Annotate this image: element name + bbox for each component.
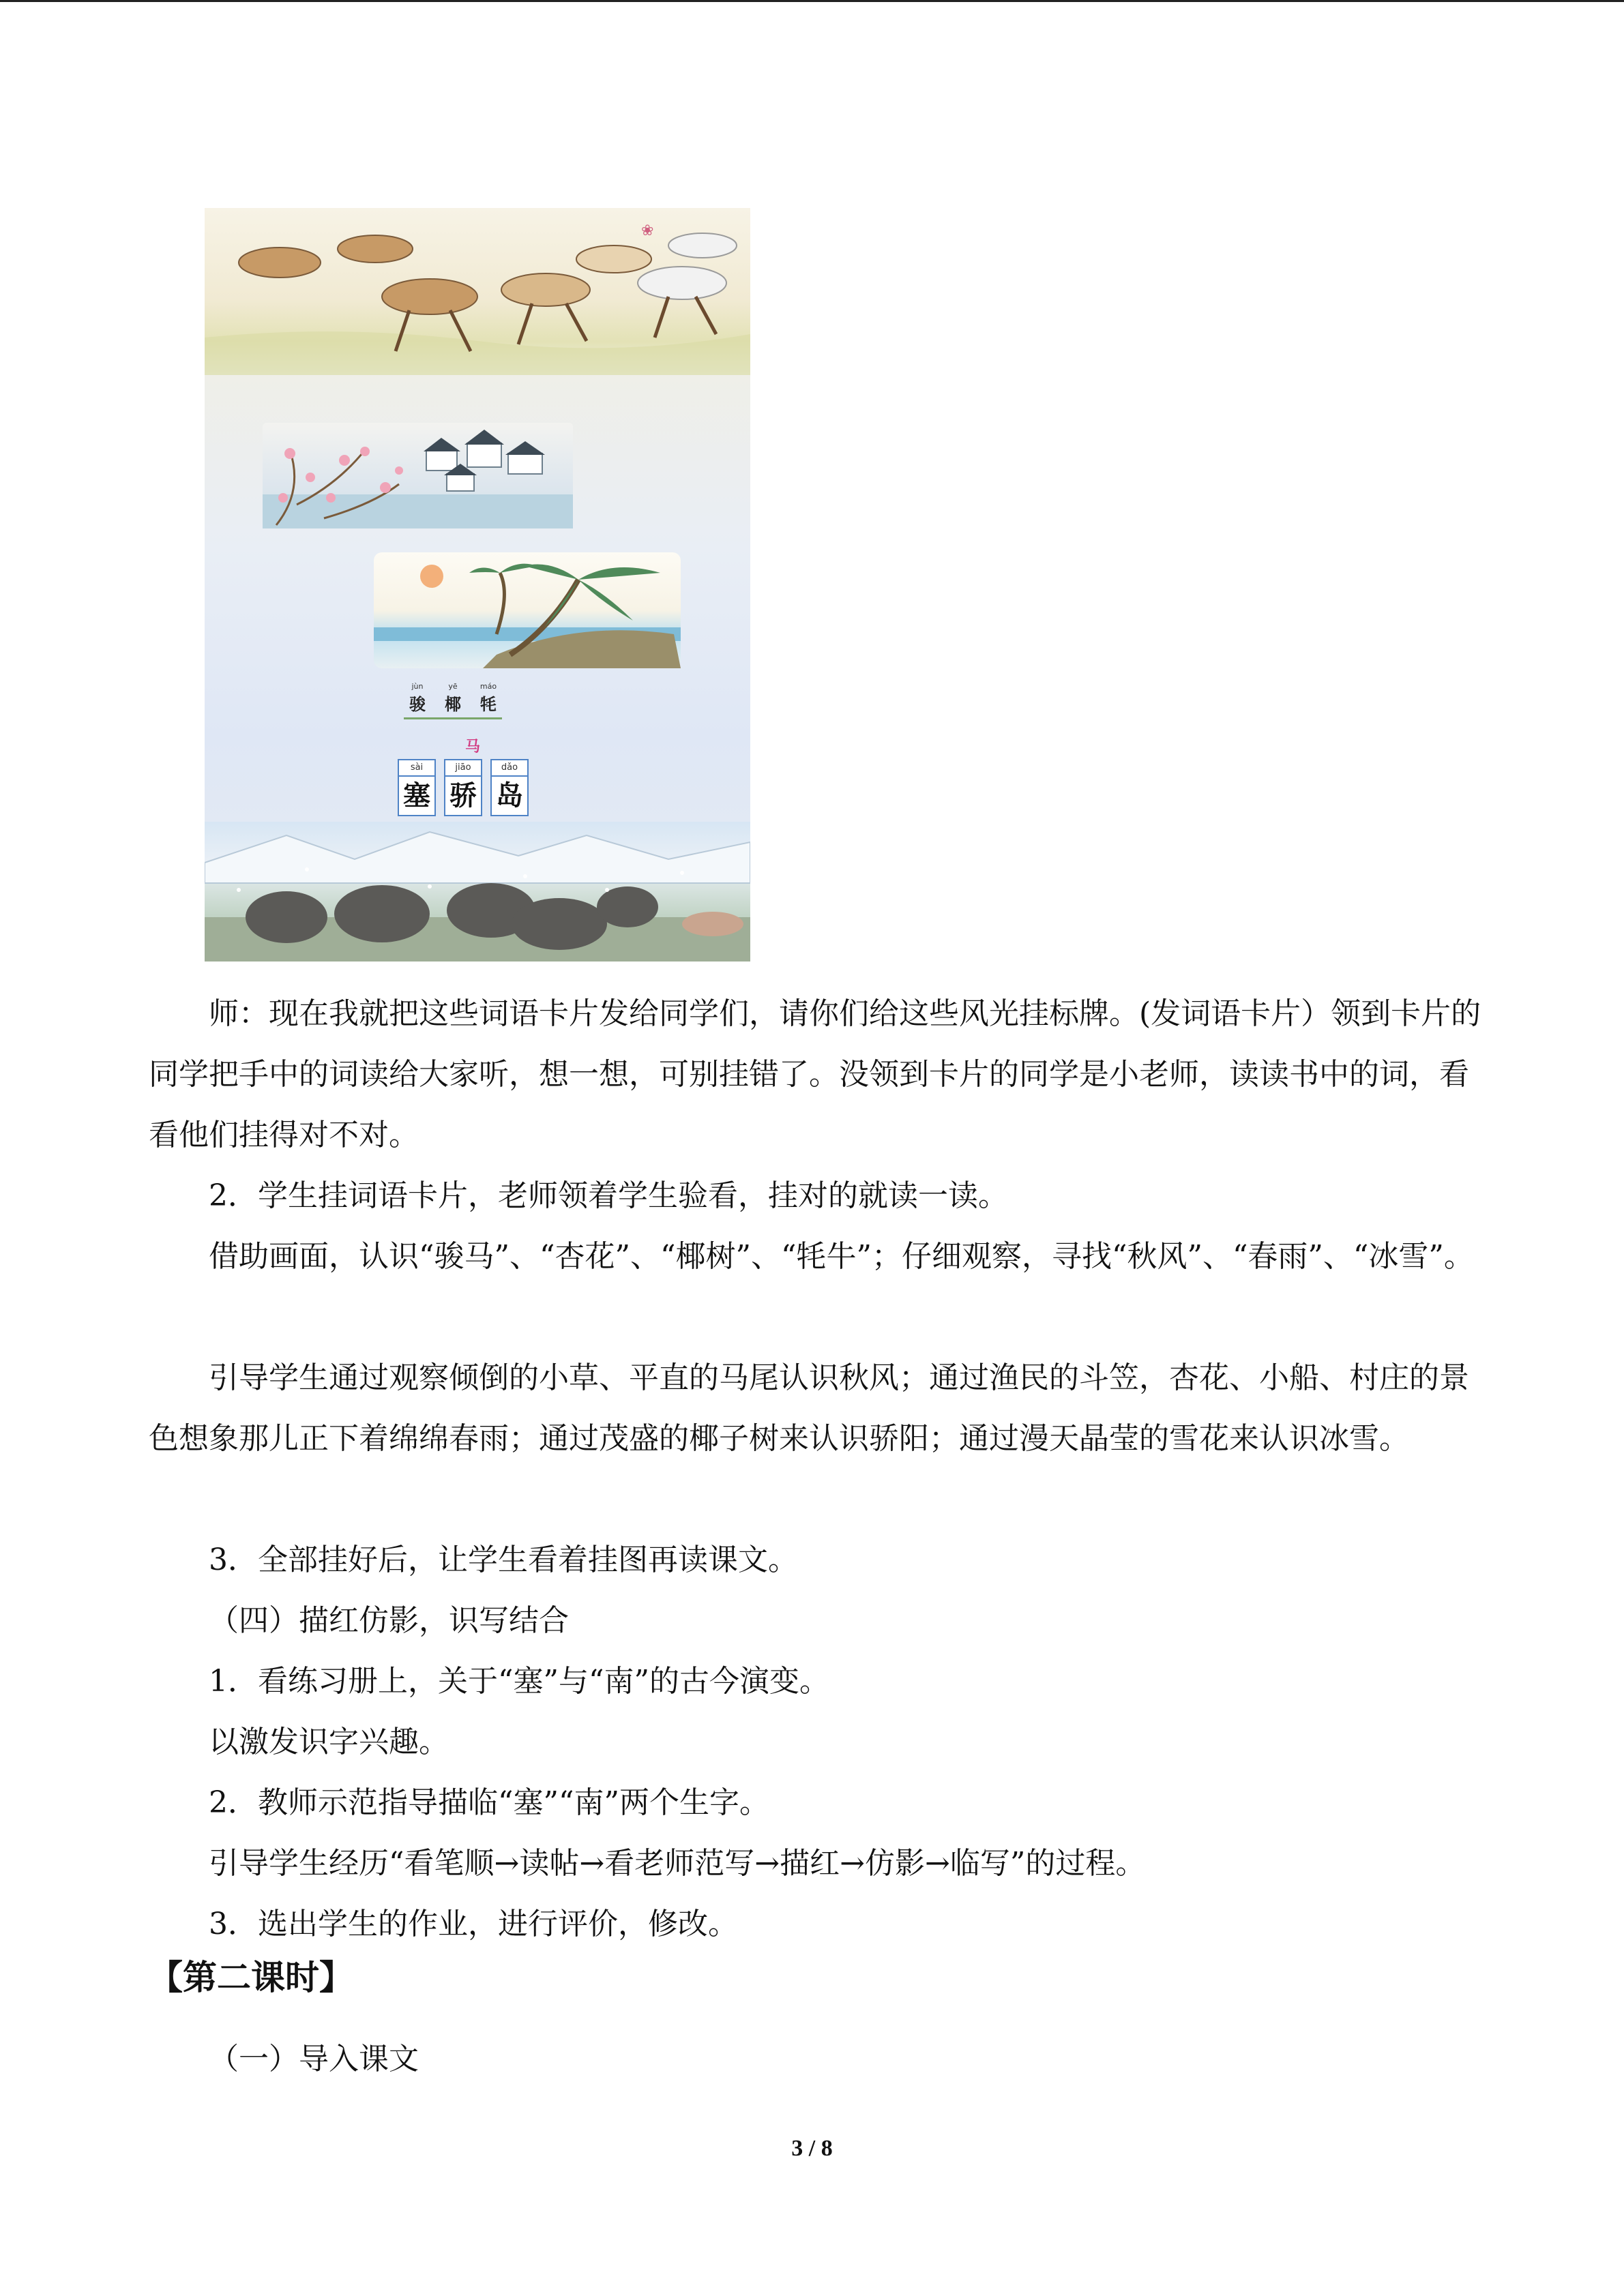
spring-village-scene [263,423,573,528]
yak-graphic [205,822,750,961]
top-border [0,0,1624,2]
paragraph: 3．选出学生的作业，进行评价，修改。 [209,1907,738,1941]
word-pinyin: máo [479,682,497,691]
word-hanzi: 骏 [409,694,426,714]
paragraph: 以激发识字兴趣。 [209,1725,449,1759]
paragraph: 借助画面，认识“骏马”、“杏花”、“椰树”、“牦牛”；仔细观察，寻找“秋风”、“春雨”、“冰雪”。 [209,1239,1474,1274]
card-hanzi: 骄 [444,775,482,816]
palm-graphic [374,552,681,668]
paragraph: 2．学生挂词语卡片，老师领着学生验看，挂对的就读一读。 [209,1178,1008,1213]
word-pinyin: yē [448,682,458,691]
horses-scene [205,208,750,375]
card-pinyin: sài [398,759,436,775]
paragraph: 师：现在我就把这些词语卡片发给同学们，请你们给这些风光挂标牌。(发词语卡片）领到卡片的同学把手中的词读给大家听，想一想，可别挂错了。没领到卡片的同学是小老师，读读书中的词，看看他们挂得对不对。 [149,996,1481,1152]
glossary-word [475,682,502,715]
word-pinyin: jùn [411,682,424,691]
svg-text:❀: ❀ [641,222,654,239]
character-cards [398,759,529,816]
textbook-illustration [205,208,750,961]
card-hanzi: 岛 [490,775,529,816]
paragraph: 1．看练习册上，关于“塞”与“南”的古今演变。 [209,1664,829,1699]
card-pinyin: dǎo [490,759,529,775]
glossary-word [439,682,467,715]
character-card [398,759,436,816]
section-subheading: （一）导入课文 [209,2042,419,2076]
palm-beach-scene [374,552,681,668]
card-hanzi: 塞 [398,775,436,816]
character-card [444,759,482,816]
section-subheading: （四）描红仿影，识写结合 [209,1603,569,1638]
paragraph: 引导学生通过观察倾倒的小草、平直的马尾认识秋风；通过渔民的斗笠，杏花、小船、村庄的景色想象那儿正下着绵绵春雨；通过茂盛的椰子树来认识骄阳；通过漫天晶莹的雪花来认识冰雪。 [149,1360,1469,1456]
card-pinyin: jiāo [444,759,482,775]
page-number: 3 / 8 [791,2136,833,2161]
glossary-words [404,682,502,719]
word-hanzi: 牦 [480,694,497,714]
paragraph: 引导学生经历“看笔顺→读帖→看老师范写→描红→仿影→临写”的过程。 [209,1846,1146,1881]
word-hanzi: 椰 [445,694,461,714]
lesson-heading: 【第二课时】 [149,1957,353,1997]
radical-label: 马 [465,738,481,756]
character-card [490,759,529,816]
horses-graphic [205,208,750,375]
paragraph: 3．全部挂好后，让学生看着挂图再读课文。 [209,1542,798,1577]
paragraph: 2．教师示范指导描临“塞”“南”两个生字。 [209,1785,769,1820]
yak-snow-scene [205,822,750,961]
glossary-word [404,682,431,715]
blossom-village-graphic [263,423,573,528]
